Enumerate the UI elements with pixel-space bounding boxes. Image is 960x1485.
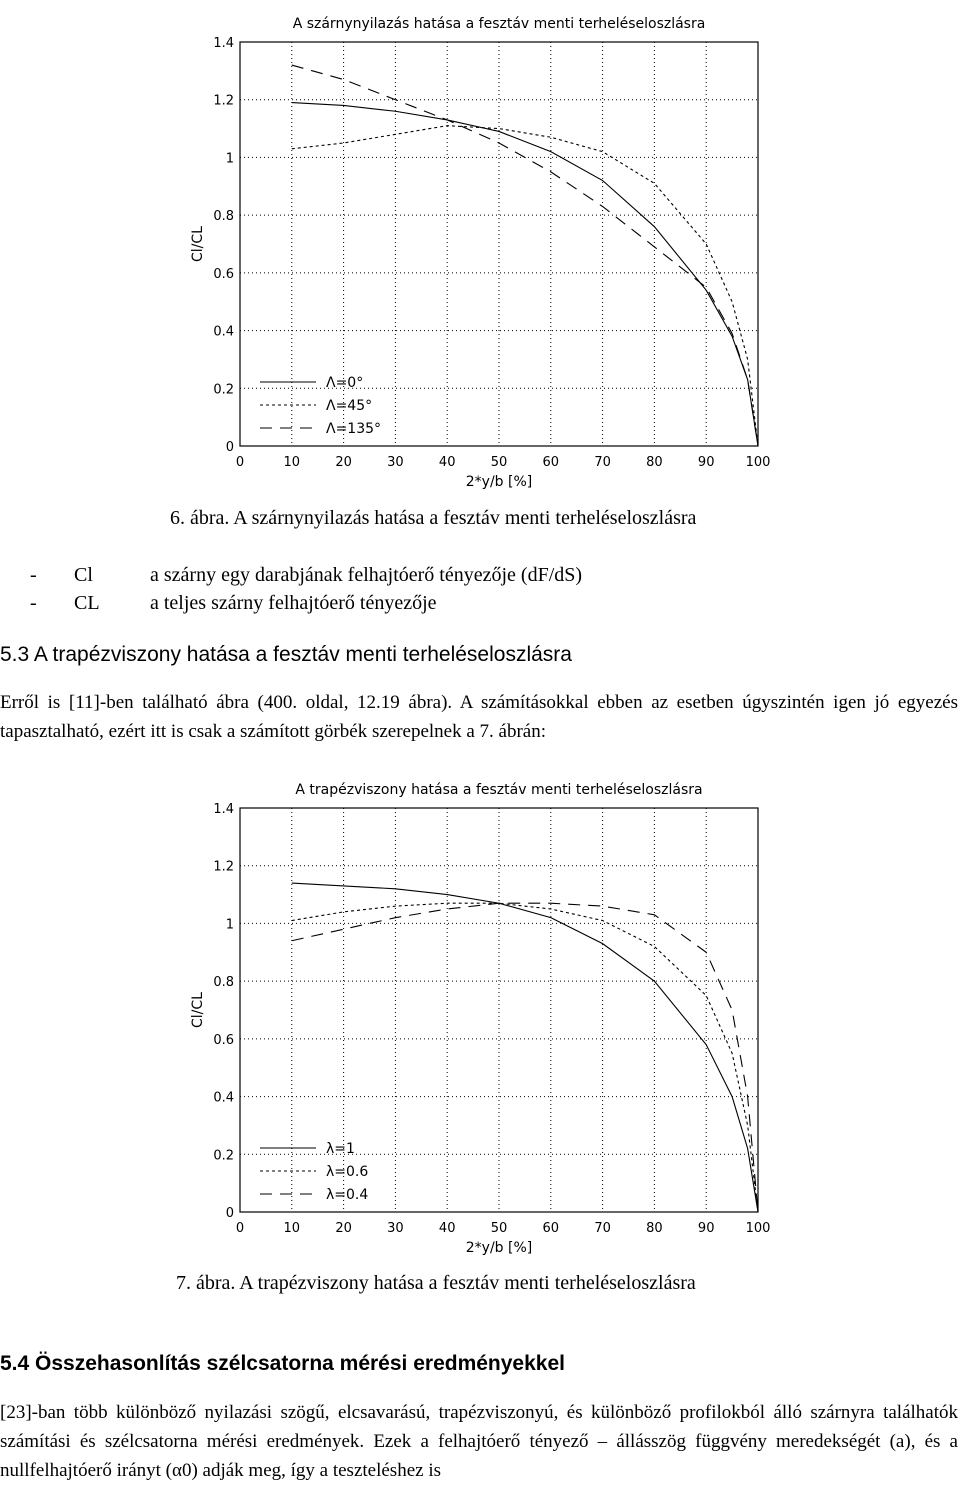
x-tick-label: 90 xyxy=(697,455,715,470)
y-tick-label: 1 xyxy=(225,151,234,167)
x-axis-label: 2*y/b [%] xyxy=(465,474,533,490)
y-tick-label: 0.8 xyxy=(213,209,234,225)
x-tick-label: 10 xyxy=(283,1221,301,1236)
figure-caption-7: 7. ábra. A trapézviszony hatása a fesztáv menti terheléseloszlásra xyxy=(176,1272,696,1294)
y-tick-label: 1 xyxy=(225,917,234,933)
y-tick-label: 0.6 xyxy=(213,1032,234,1048)
x-tick-label: 60 xyxy=(542,1221,560,1236)
chart-title: A szárnynyilazás hatása a fesztáv menti terheléseloszlásra xyxy=(292,16,706,32)
x-tick-label: 50 xyxy=(490,1221,508,1236)
definition-dash: - xyxy=(30,564,37,586)
legend-label: Λ=135° xyxy=(326,421,382,437)
y-axis-label: Cl/CL xyxy=(190,992,206,1028)
y-tick-label: 1.2 xyxy=(213,93,234,109)
x-tick-label: 0 xyxy=(235,1221,245,1236)
x-tick-label: 10 xyxy=(283,455,301,470)
legend-label: Λ=45° xyxy=(326,398,373,414)
x-tick-label: 0 xyxy=(235,455,245,470)
figure-sweep-effect xyxy=(155,0,775,500)
chart-title: A trapézviszony hatása a fesztáv menti terheléseloszlásra xyxy=(295,782,703,798)
chart-sweep-effect xyxy=(155,0,775,500)
x-tick-label: 80 xyxy=(646,1221,663,1236)
y-tick-label: 0.2 xyxy=(213,382,234,398)
y-tick-label: 0.8 xyxy=(213,975,234,991)
symbol-definitions xyxy=(30,561,582,617)
x-tick-label: 60 xyxy=(542,455,560,470)
legend-label: λ=1 xyxy=(326,1141,355,1157)
figure-caption-6: 6. ábra. A szárnynyilazás hatása a fesztáv menti terheléseloszlásra xyxy=(170,507,697,529)
y-tick-label: 0 xyxy=(225,440,234,455)
y-axis-label: Cl/CL xyxy=(190,226,206,262)
x-tick-label: 100 xyxy=(745,455,771,470)
x-tick-label: 20 xyxy=(335,455,352,470)
x-tick-label: 100 xyxy=(745,1221,771,1236)
y-tick-label: 0.2 xyxy=(213,1148,234,1164)
y-tick-label: 0.6 xyxy=(213,266,234,282)
x-tick-label: 70 xyxy=(594,455,611,470)
definition-row xyxy=(30,561,582,589)
figure-taper-effect xyxy=(155,766,775,1266)
x-tick-label: 80 xyxy=(646,455,663,470)
legend-label: Λ=0° xyxy=(326,375,364,391)
x-tick-label: 70 xyxy=(594,1221,611,1236)
series-line xyxy=(292,883,758,1212)
x-tick-label: 40 xyxy=(438,1221,456,1236)
x-tick-label: 40 xyxy=(438,455,456,470)
x-tick-label: 20 xyxy=(335,1221,352,1236)
x-tick-label: 30 xyxy=(387,455,404,470)
y-tick-label: 1.4 xyxy=(213,36,234,51)
definition-text: a szárny egy darabjának felhajtóerő tényezője (dF/dS) xyxy=(150,564,583,586)
definition-row xyxy=(30,589,582,617)
y-tick-label: 1.4 xyxy=(213,802,234,817)
definition-symbol: CL xyxy=(74,592,100,614)
x-tick-label: 90 xyxy=(697,1221,715,1236)
definition-dash: - xyxy=(30,592,37,614)
paragraph-5-3: Erről is [11]-ben található ábra (400. oldal, 12.19 ábra). A számításokkal ebben az esetben úgyszintén igen jó egyezés tapasztalható, ezért itt is csak a számított görbék szerepelnek a 7. ábrán: xyxy=(0,692,958,742)
y-tick-label: 0.4 xyxy=(213,324,234,340)
section-heading-5-3: 5.3 A trapézviszony hatása a fesztáv menti terheléseloszlásra xyxy=(0,643,572,666)
y-tick-label: 0.4 xyxy=(213,1090,234,1106)
x-axis-label: 2*y/b [%] xyxy=(465,1240,533,1256)
legend-label: λ=0.6 xyxy=(326,1164,369,1180)
legend-label: λ=0.4 xyxy=(326,1187,369,1203)
definition-text: a teljes szárny felhajtóerő tényezője xyxy=(150,592,437,614)
series-line xyxy=(292,103,758,446)
definition-symbol: Cl xyxy=(74,564,93,586)
x-tick-label: 30 xyxy=(387,1221,404,1236)
y-tick-label: 1.2 xyxy=(213,859,234,875)
section-heading-5-4: 5.4 Összehasonlítás szélcsatorna mérési eredményekkel xyxy=(0,1352,565,1375)
chart-taper-effect xyxy=(155,766,775,1266)
paragraph-5-4: [23]-ban több különböző nyilazási szögű, elcsavarású, trapézviszonyú, és különböző profilokból álló szárnyra találhatók számítási és szélcsatorna mérési eredmények. Ezek a felhajtóerő tényező – állásszög függvény meredekségét (a), és a nullfelhajtóerő irányt (α0) adják meg, így a teszteléshez is xyxy=(0,1402,958,1481)
y-tick-label: 0 xyxy=(225,1206,234,1221)
x-tick-label: 50 xyxy=(490,455,508,470)
